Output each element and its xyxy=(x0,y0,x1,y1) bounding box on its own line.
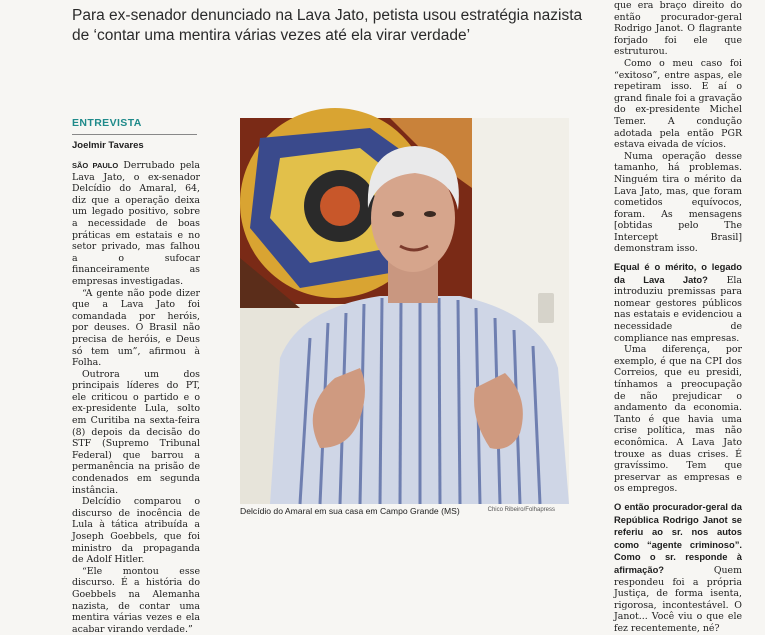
article-column-left xyxy=(72,160,200,635)
photo-credit: Chico Ribeiro/Folhapress xyxy=(487,507,555,513)
interview-answer: Quem respondeu foi a própria Justiça, de forma isenta, rigorosa, incontestável. O Janot... Você viu o que ele fez recentemente, né? xyxy=(614,564,742,634)
interview-question: O então procurador-geral da República Rodrigo Janot se referiu ao sr. nos autos como “agente criminoso”. Como o sr. responde à afirmação? xyxy=(614,500,742,575)
paragraph-text: Derrubado pela Lava Jato, o ex-senador Delcídio do Amaral, 64, diz que a operação deixa um legado positivo, sobre a necessidade de boas práticas em estatais e no setor privado, mas falhou a o sufocar financeiramente as empresas investigadas. xyxy=(72,160,200,287)
paragraph: “A gente não pode dizer que a Lava Jato foi comandada por heróis, por deuses. O Brasil não precisa de heróis, e Deus só tem um”, afirmou à Folha. xyxy=(72,287,200,369)
paragraph: Como o meu caso foi “exitoso”, entre aspas, ele repetiram isso. E aí o grand finale foi a gravação do ex-presidente Michel Temer. A condução adotada pela então PGR estava eivada de vícios. xyxy=(614,57,742,151)
qa-item xyxy=(614,261,742,344)
paragraph: Delcídio comparou o discurso de inocência de Lula à tática atribuída a Joseph Goebbels, que foi ministro da propaganda de Adolf Hitler. xyxy=(72,496,200,566)
article-column-right xyxy=(614,0,742,634)
article-photo xyxy=(240,118,569,504)
paragraph: Uma diferença, por exemplo, é que na CPI dos Correios, que eu presidi, tínhamos a preocupação de não prejudicar o andamento da economia. Tanto é que havia uma crise política, mas não econômica. A Lava Jato trouxe as duas crises. É gravíssimo. Tem que preservar as empresas e os empregos. xyxy=(614,344,742,495)
paragraph: “Ele montou esse discurso. É a história do Goebbels na Alemanha nazista, de contar uma mentira várias vezes e ela acabar virando verdade.” xyxy=(72,565,200,635)
byline: Joelmir Tavares xyxy=(72,140,144,151)
photo-caption xyxy=(240,506,569,516)
interview-answer: Ela introduziu premissas para nomear gestores públicos nas estatais e evidenciou a necessidade de compliance nas empresas. xyxy=(614,274,742,344)
paragraph: Numa operação desse tamanho, há problemas. Ninguém tira o mérito da Lava Jato, mas, que foram cometidos equívocos, foram. As mensagens [obtidas pelo The Intercept Brasil] demonstram isso. xyxy=(614,150,742,255)
byline-divider xyxy=(72,134,197,135)
dateline: SÃO PAULO xyxy=(72,161,119,170)
paragraph: Outrora um dos principais líderes do PT, ele criticou o partido e o ex-presidente Lula, solto em Curitiba na sexta-feira (8) depois da decisão do STF (Supremo Tribunal Federal) que barrou a permanência na prisão de condenados em segunda instância. xyxy=(72,368,200,496)
photo-illustration xyxy=(240,118,569,504)
paragraph: que era braço direito do então procurador-geral Rodrigo Janot. O flagrante forjado foi ele que estruturou. xyxy=(614,0,742,58)
qa-item xyxy=(614,501,742,635)
paragraph xyxy=(72,160,200,288)
article-lead: Para ex-senador denunciado na Lava Jato, petista usou estratégia nazista de ‘contar uma mentira várias vezes até ela virar verdade’ xyxy=(72,7,583,44)
caption-text: Delcídio do Amaral em sua casa em Campo Grande (MS) xyxy=(240,506,460,516)
interview-question: Equal é o mérito, o legado da Lava Jato? xyxy=(614,261,742,285)
section-label: ENTREVISTA xyxy=(72,117,142,129)
